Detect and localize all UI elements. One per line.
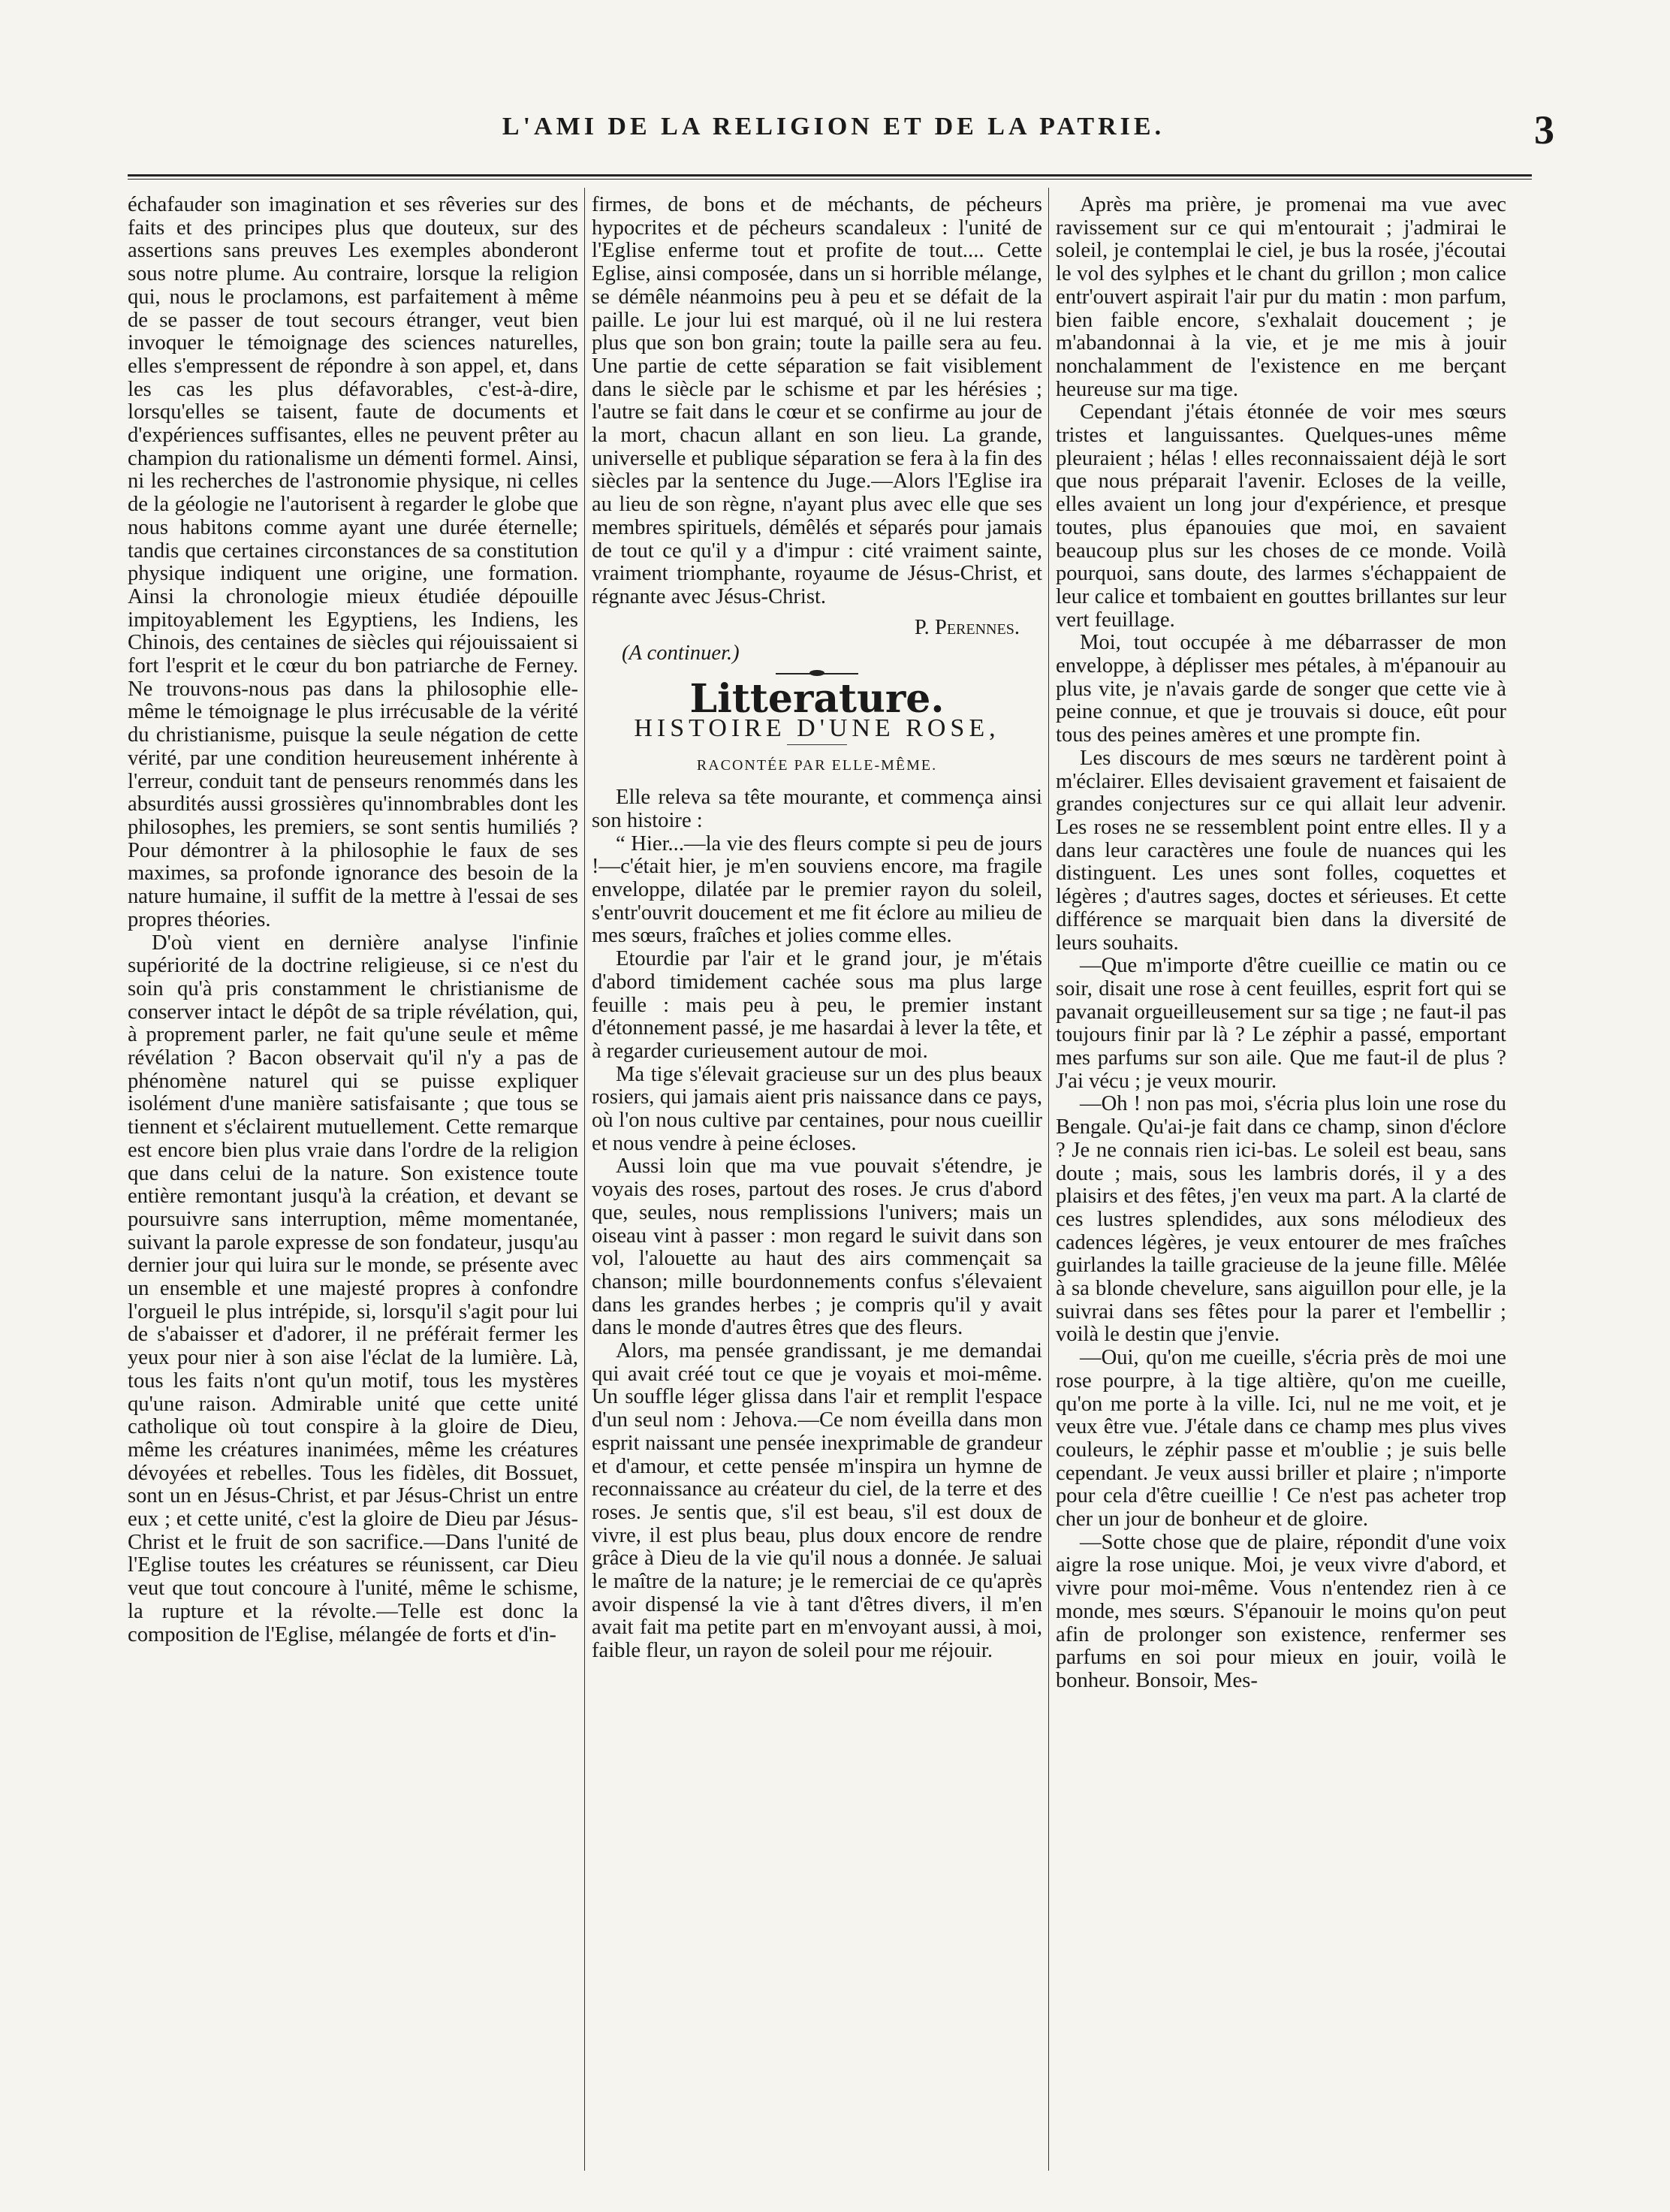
to-be-continued-note: (A continuer.): [622, 641, 740, 665]
paragraph: —Que m'importe d'être cueillie ce matin ou ce soir, disait une rose à cent feuilles, esprit fort qui se pavanait orgueilleusement sur sa tige ; ne faut-il pas toujours finir par là ? Le zéphir a passé, emportant mes parfums sur son aile. Que me faut-il de plus ? J'ai vécu ; je veux mourir.: [1056, 954, 1506, 1093]
running-title: L'AMI DE LA RELIGION ET DE LA PATRIE.: [502, 113, 1165, 140]
paragraph: Les discours de mes sœurs ne tardèrent point à m'éclairer. Elles devisaient gravement et faisaient de grandes conjectures sur ce qui allait leur advenir. Les roses ne se ressemblent point entre elles. Il y a dans leur caractères une foule de nuances qui les distinguent. Les unes sont folles, coquettes et légères ; d'autres sages, doctes et sérieuses. Et cette différence se marquait bien dans la diversité de leurs souhaits.: [1056, 746, 1506, 955]
section-heading: Litterature.: [689, 676, 945, 723]
paragraph: —Oui, qu'on me cueille, s'écria près de moi une rose pourpre, à la tige altière, qu'on me cueille, qu'on me porte à la ville. Ici, nul ne me voit, et je veux être vue. J'étale dans ce champ mes plus vives couleurs, le zéphir passe et m'oublie ; je suis belle cependant. Je veux aussi briller et plaire ; n'importe pour cela d'être cueillie ! Ce n'est pas acheter trop cher un jour de bonheur et de gloire.: [1056, 1346, 1506, 1532]
paragraph: “ Hier...—la vie des fleurs compte si peu de jours !—c'était hier, je m'en souviens encore, ma fragile enveloppe, dilatée par le premier rayon du soleil, s'entr'ouvrit doucement et me fit éclore au milieu de mes sœurs, fraîches et jolies comme elles.: [592, 831, 1042, 948]
header-rule-thick: [128, 174, 1532, 177]
column-3: [1056, 194, 1506, 2184]
column-divider-1: [584, 188, 585, 2171]
paragraph: D'où vient en dernière analyse l'infinie supériorité de la doctrine religieuse, si ce n'est du soin qu'à pris constamment le christianisme de conserver intact le dépôt de sa triple révélation, qui, à proprement parler, ne fait qu'une seule et même révélation ? Bacon observait qu'il n'y a pas de phénomène naturel qui se puisse expliquer isolément d'une manière satisfaisante ; que tous se tiennent et s'éclairent mutuellement. Cette remarque est encore bien plus vraie dans l'ordre de la religion que dans celui de la nature. Son existence toute entière remontant jusqu'à la création, et devant se poursuivre sans interruption, même momentanée, suivant la parole expresse de son fondateur, jusqu'au dernier jour qui luira sur le monde, se présente avec un ensemble et une majesté propres à confondre l'orgueil le plus intrépide, si, lorsqu'il s'agit pour lui de s'abaisser et d'adorer, il ne préférait fermer les yeux pour nier à son aise l'éclat de la lumière. Là, tous les faits n'ont qu'un motif, tous les mystères qu'une raison. Admirable unité que cette unité catholique où tout conspire à la gloire de Dieu, même les créatures inanimées, même les créatures dévoyées et rebelles. Tous les fidèles, dit Bossuet, sont un en Jésus-Christ, et par Jésus-Christ un entre eux ; et cette unité, c'est la gloire de Dieu par Jésus-Christ et le fruit de son sacrifice.—Dans l'unité de l'Eglise toutes les créatures se réunissent, car Dieu veut que tout concoure à l'unité, même le schisme, la rupture et la révolte.—Telle est donc la composition de l'Eglise, mélangée de forts et d'in-: [128, 931, 578, 1646]
paragraph: Alors, ma pensée grandissant, je me demandai qui avait créé tout ce que je voyais et moi-même. Un souffle léger glissa dans l'air et remplit l'espace d'un seul nom : Jehova.—Ce nom éveilla dans mon esprit naissant une pensée inexprimable de grandeur et d'amour, et cette pensée m'inspira un hymne de reconnaissance au créateur du ciel, de la terre et des roses. Je sentis que, s'il est beau, s'il est doux de vivre, il est plus beau, plus doux encore de rendre grâce à Dieu de la vie qu'il nous a donnée. Je saluai le maître de la nature; je le remerciai de ce qu'après avoir dispensé la vie à tant d'êtres divers, il m'en avait fait ma petite part en m'envoyant aussi, à moi, faible fleur, un rayon de soleil pour me réjouir.: [592, 1339, 1042, 1663]
paragraph: Après ma prière, je promenai ma vue avec ravissement sur ce qui m'entourait ; j'admirai le soleil, je contemplai le ciel, je bus la rosée, j'écoutai le vol des sylphes et le chant du grillon ; mon calice entr'ouvert aspirait l'air pur du matin : mon parfum, bien faible encore, s'exhalait doucement ; je m'abandonnai à la vie, et je me mis à jouir nonchalamment de l'existence en me berçant heureuse sur ma tige.: [1056, 194, 1506, 401]
paragraph: —Sotte chose que de plaire, répondit d'une voix aigre la rose unique. Moi, je veux vivre d'abord, et vivre pour moi-même. Vous n'entendez rien à ce monde, mes sœurs. S'épanouir le moins qu'on peut afin de prolonger son existence, renfermer ses parfums en soi pour mieux en jouir, voilà le bonheur. Bonsoir, Mes-: [1056, 1530, 1506, 1692]
subtitle-rule: [787, 744, 847, 745]
paragraph: Ma tige s'élevait gracieuse sur un des plus beaux rosiers, qui jamais aient pris naissance dans ce pays, où l'on nous cultive par centaines, pour nous cueillir et nous vendre à peine écloses.: [592, 1062, 1042, 1155]
page-number: 3: [1534, 107, 1554, 152]
story-subtitle: RACONTÉE PAR ELLE-MÊME.: [696, 757, 938, 774]
paragraph: Etourdie par l'air et le grand jour, je m'étais d'abord timidement cachée sous ma plus large feuille : mais peu à peu, le premier instant d'étonnement passé, je me hasardai à lever la tête, et à regarder curieusement autour de moi.: [592, 947, 1042, 1063]
author-signature: P. Perennes.: [914, 615, 1020, 639]
paragraph: échafauder son imagination et ses rêveries sur des faits et des principes plus que douteux, sur des assertions sans preuves Les exemples abonderont sous notre plume. Au contraire, lorsque la religion qui, nous le proclamons, est parfaitement à même de se passer de tout secours étranger, veut bien invoquer le témoignage des sciences naturelles, elles s'empressent de répondre à son appel, et, dans les cas les plus défavorables, c'est-à-dire, lorsqu'elles se taisent, faute de documents et d'expériences suffisantes, elles ne peuvent prêter au champion du rationalisme un démenti formel. Ainsi, ni les recherches de l'astronomie physique, ni celles de la géologie ne l'autorisent à regarder le globe que nous habitons comme ayant une durée éternelle; tandis que certaines circonstances de sa constitution physique indiquent une origine, une formation. Ainsi la chronologie mieux étudiée dépouille impitoyablement les Egyptiens, les Indiens, les Chinois, des centaines de siècles qui réjouissaient si fort l'esprit et le cœur du bon patriarche de Ferney. Ne trouvons-nous pas dans la philosophie elle-même le témoignage le plus irrécusable de la vérité du christianisme, puisque la seule négation de cette vérité, par une condition heureusement inhérente à l'erreur, conduit tant de penseurs renommés dans les absurdités aussi grossières qu'innombrables dont les philosophes, les premiers, se sont sentis humiliés ? Pour démontrer à la philosophie le faux de ses maximes, sa profonde ignorance des besoin de la nature humaine, il suffit de la mettre à l'essai de ses propres théories.: [128, 194, 578, 931]
section-separator-ornament: [776, 673, 858, 674]
paragraph: —Oh ! non pas moi, s'écria plus loin une rose du Bengale. Qu'ai-je fait dans ce champ, sinon d'éclore ? Je ne connais rien ici-bas. Le soleil est beau, sans doute ; mais, sous les lambris dorés, il y a des plaisirs et des fêtes, j'en veux ma part. A la clarté de ces lustres splendides, aux sons mélodieux des cadences légères, je veux entourer de mes fraîches guirlandes la taille gracieuse de la jeune fille. Mêlée à sa blonde chevelure, sans aiguillon pour elle, je la suivrai dans ses fêtes pour la parer et l'embellir ; voilà le destin que j'envie.: [1056, 1092, 1506, 1347]
paragraph: firmes, de bons et de méchants, de pécheurs hypocrites et de pécheurs scandaleux : l'unité de l'Eglise enferme tout et profite de tout.... Cette Eglise, ainsi composée, dans un si horrible mélange, se démêle néanmoins peu à peu et se défait de la paille. Le jour lui est marqué, où il ne lui restera plus que son bon grain; toute la paille sera au feu. Une partie de cette séparation se fait visiblement dans le siècle par le schisme et par les hérésies ; l'autre se fait dans le cœur et se confirme au jour de la mort, chacun allant en son lieu. La grande, universelle et publique séparation se fera à la fin des siècles par la sentence du Juge.—Alors l'Eglise ira au lieu de son règne, n'ayant plus avec elle que ses membres spirituels, démêlés et séparés pour jamais de tout ce qu'il y a d'impur : cité vraiment sainte, vraiment triomphante, royaume de Jésus-Christ, et régnante avec Jésus-Christ.: [592, 194, 1042, 608]
paragraph: Cependant j'étais étonnée de voir mes sœurs tristes et languissantes. Quelques-unes même pleuraient ; hélas ! elles reconnaissaient déjà le sort que nous préparait l'avenir. Ecloses de la veille, elles avaient un long jour d'expérience, et presque toutes, plus épanouies que moi, en savaient beaucoup plus sur les choses de ce monde. Voilà pourquoi, sans doute, des larmes s'échappaient de leur calice et tombaient en gouttes brillantes sur leur vert feuillage.: [1056, 400, 1506, 632]
paragraph: Elle releva sa tête mourante, et commença ainsi son histoire :: [592, 786, 1042, 832]
header-rule-thin: [128, 179, 1532, 180]
paragraph: Aussi loin que ma vue pouvait s'étendre, je voyais des roses, partout des roses. Je crus d'abord que, seules, nous remplissions l'univers; mais un oiseau vint à passer : mon regard le suivit dans son vol, l'alouette au haut des airs commençait sa chanson; mille bourdonnements confus s'élevaient dans les grandes herbes ; je compris qu'il y avait dans le monde d'autres êtres que des fleurs.: [592, 1154, 1042, 1340]
page-header: [120, 107, 1554, 158]
column-1: [128, 194, 578, 2184]
paragraph: Moi, tout occupée à me débarrasser de mon enveloppe, à déplisser mes pétales, à m'épanouir au plus vite, je n'avais garde de songer que cette vie à peine connue, et que je trouvais si douce, eût pour tous des peines amères et une prompte fin.: [1056, 631, 1506, 747]
column-divider-2: [1048, 188, 1049, 2171]
story-title: HISTOIRE D'UNE ROSE,: [634, 714, 1000, 742]
column-2: [592, 194, 1042, 2184]
